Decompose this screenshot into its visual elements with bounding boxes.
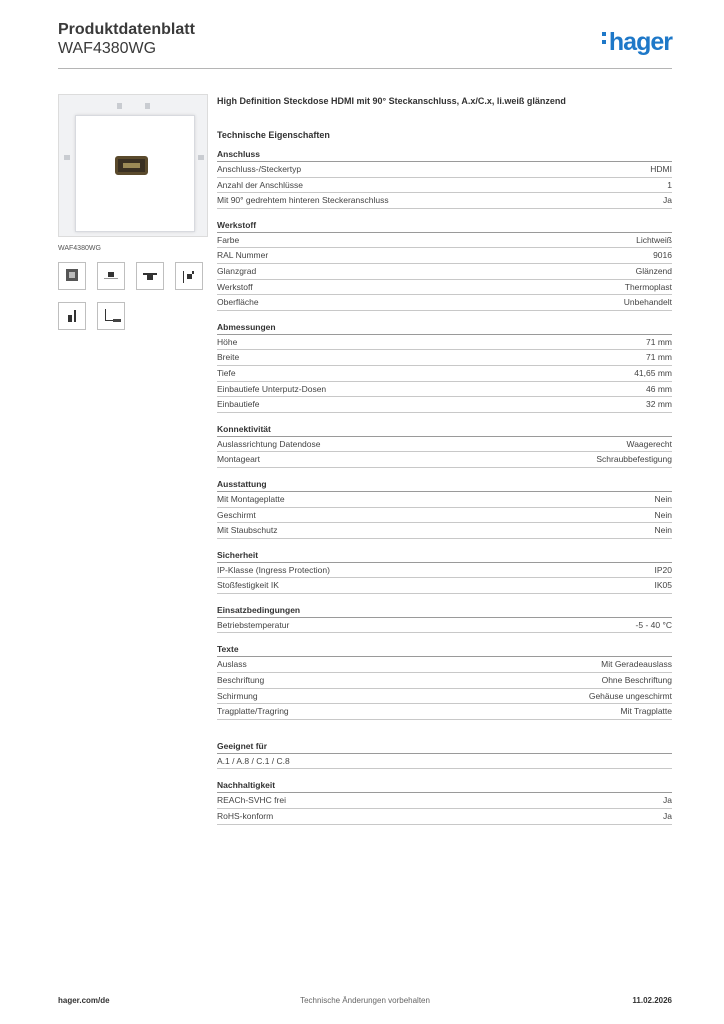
spec-group <box>217 779 672 824</box>
spec-row <box>217 618 672 634</box>
spec-group <box>217 219 672 311</box>
spec-value: Ja <box>663 195 672 206</box>
spec-value: Nein <box>654 525 672 536</box>
spec-row <box>217 657 672 673</box>
spec-row <box>217 350 672 366</box>
spec-value: Unbehandelt <box>623 297 672 308</box>
hdmi-port-icon <box>115 156 148 175</box>
spec-value: Gehäuse ungeschirmt <box>588 690 672 701</box>
spec-label: Betriebstemperatur <box>217 619 290 630</box>
spec-label: IP-Klasse (Ingress Protection) <box>217 564 330 575</box>
flush-mount-icon[interactable] <box>136 262 164 290</box>
product-specifications <box>217 96 672 825</box>
spec-label: Montageart <box>217 454 260 465</box>
spec-label: Einbautiefe Unterputz-Dosen <box>217 383 327 394</box>
spec-label: Anschluss-/Steckertyp <box>217 164 302 174</box>
spec-row <box>217 280 672 296</box>
spec-value: -5 - 40 °C <box>635 619 672 630</box>
spec-group <box>217 423 672 468</box>
spec-row <box>217 578 672 594</box>
spec-row <box>217 704 672 720</box>
spec-group-title: Werkstoff <box>217 219 672 233</box>
document-title: Produktdatenblatt <box>58 21 195 38</box>
spec-label: Auslassrichtung Datendose <box>217 438 321 449</box>
section-heading: Technische Eigenschaften <box>217 130 330 140</box>
page-header <box>58 20 672 70</box>
product-media <box>58 94 208 330</box>
spec-label: Stoßfestigkeit IK <box>217 580 279 591</box>
spec-value: Lichtweiß <box>636 234 672 245</box>
spec-row <box>217 793 672 809</box>
spec-row <box>217 366 672 382</box>
footer-date: 11.02.2026 <box>632 996 672 1005</box>
spec-row <box>217 397 672 413</box>
spec-value: 9016 <box>653 250 672 261</box>
footer-notice: Technische Änderungen vorbehalten <box>300 996 430 1005</box>
spec-label: Anzahl der Anschlüsse <box>217 179 303 190</box>
spec-value: Thermoplast <box>624 281 672 292</box>
spec-row <box>217 382 672 398</box>
spec-value: 1 <box>667 179 672 190</box>
wall-outlet-icon[interactable] <box>58 302 86 330</box>
socket-plate <box>75 115 195 232</box>
spec-value: Glänzend <box>635 265 672 276</box>
spec-row <box>217 689 672 705</box>
surface-mount-icon[interactable] <box>97 262 125 290</box>
spec-label: Höhe <box>217 336 238 347</box>
spec-label: Mit Montageplatte <box>217 493 285 504</box>
spec-group-title: Abmessungen <box>217 321 672 335</box>
spec-label: REACh-SVHC frei <box>217 795 286 806</box>
spec-group <box>217 643 672 719</box>
spec-groups <box>217 148 672 825</box>
spec-value: Ja <box>663 811 672 822</box>
product-code: WAF4380WG <box>58 40 157 57</box>
spec-value: 46 mm <box>646 383 672 394</box>
spec-value: Waagerecht <box>626 438 672 449</box>
spec-value: 41,65 mm <box>634 367 672 378</box>
spec-label: A.1 / A.8 / C.1 / C.8 <box>217 755 290 766</box>
spec-group-title: Texte <box>217 643 672 657</box>
spec-value: 71 mm <box>646 352 672 363</box>
spec-value: Schraubbefestigung <box>596 454 672 465</box>
spec-value: 32 mm <box>646 399 672 410</box>
spec-label: Tiefe <box>217 367 236 378</box>
spec-row <box>217 264 672 280</box>
spec-group <box>217 478 672 539</box>
header-divider <box>58 68 672 69</box>
spec-group-title: Sicherheit <box>217 549 672 563</box>
spec-group <box>217 321 672 413</box>
spec-value: IP20 <box>654 564 672 575</box>
spec-label: Werkstoff <box>217 281 253 292</box>
product-title: High Definition Steckdose HDMI mit 90° Steckanschluss, A.x/C.x, li.weiß glänzend <box>217 96 566 106</box>
footer-website-link[interactable]: hager.com/de <box>58 996 110 1005</box>
spec-row <box>217 508 672 524</box>
spec-group-title: Einsatzbedingungen <box>217 604 672 618</box>
spec-label: Auslass <box>217 659 247 670</box>
spec-row <box>217 437 672 453</box>
spec-group-title: Nachhaltigkeit <box>217 779 672 793</box>
spec-row <box>217 563 672 579</box>
spec-group <box>217 604 672 634</box>
spec-group <box>217 740 672 770</box>
angled-connector-icon[interactable] <box>175 262 203 290</box>
spec-label: Beschriftung <box>217 675 265 686</box>
product-image <box>58 94 208 237</box>
spec-label: Breite <box>217 352 240 363</box>
spec-row <box>217 178 672 194</box>
spec-label: Einbautiefe <box>217 399 260 410</box>
spec-group <box>217 148 672 209</box>
spec-label: Schirmung <box>217 690 258 701</box>
spec-label: Mit 90° gedrehtem hinteren Steckeranschluss <box>217 195 389 206</box>
spec-row <box>217 492 672 508</box>
spec-group <box>217 549 672 594</box>
spec-group-title: Konnektivität <box>217 423 672 437</box>
spec-group-title: Anschluss <box>217 148 672 162</box>
spec-row <box>217 193 672 209</box>
spec-value: Mit Tragplatte <box>620 706 672 717</box>
spec-value: IK05 <box>654 580 672 591</box>
spec-row <box>217 809 672 825</box>
hager-logo: hager <box>602 28 672 57</box>
spec-label: Oberfläche <box>217 297 259 308</box>
spec-value: Nein <box>654 493 672 504</box>
spec-row <box>217 162 672 178</box>
spec-row <box>217 295 672 311</box>
spec-row <box>217 335 672 351</box>
spec-value: Nein <box>654 509 672 520</box>
image-caption: WAF4380WG <box>58 245 101 252</box>
spec-label: Farbe <box>217 234 240 245</box>
spec-group-title: Geeignet für <box>217 740 672 754</box>
spec-row <box>217 523 672 539</box>
spec-value: HDMI <box>650 164 672 174</box>
spec-row <box>217 452 672 468</box>
spec-label: Mit Staubschutz <box>217 525 278 536</box>
spec-value: 71 mm <box>646 336 672 347</box>
spec-value: Ohne Beschriftung <box>601 675 672 686</box>
spec-row <box>217 754 672 770</box>
spec-group-title: Ausstattung <box>217 478 672 492</box>
spec-row <box>217 233 672 249</box>
spec-row <box>217 248 672 264</box>
hdmi-connection-icon[interactable] <box>97 302 125 330</box>
spec-row <box>217 673 672 689</box>
spec-value: Mit Geradeauslass <box>601 659 672 670</box>
spec-label: Tragplatte/Tragring <box>217 706 289 717</box>
spec-value: Ja <box>663 795 672 806</box>
product-icons <box>58 262 208 330</box>
spec-label: Glanzgrad <box>217 265 257 276</box>
spec-label: Geschirmt <box>217 509 256 520</box>
spec-label: RAL Nummer <box>217 250 269 261</box>
spec-label: RoHS-konform <box>217 811 274 822</box>
product-front-icon[interactable] <box>58 262 86 290</box>
